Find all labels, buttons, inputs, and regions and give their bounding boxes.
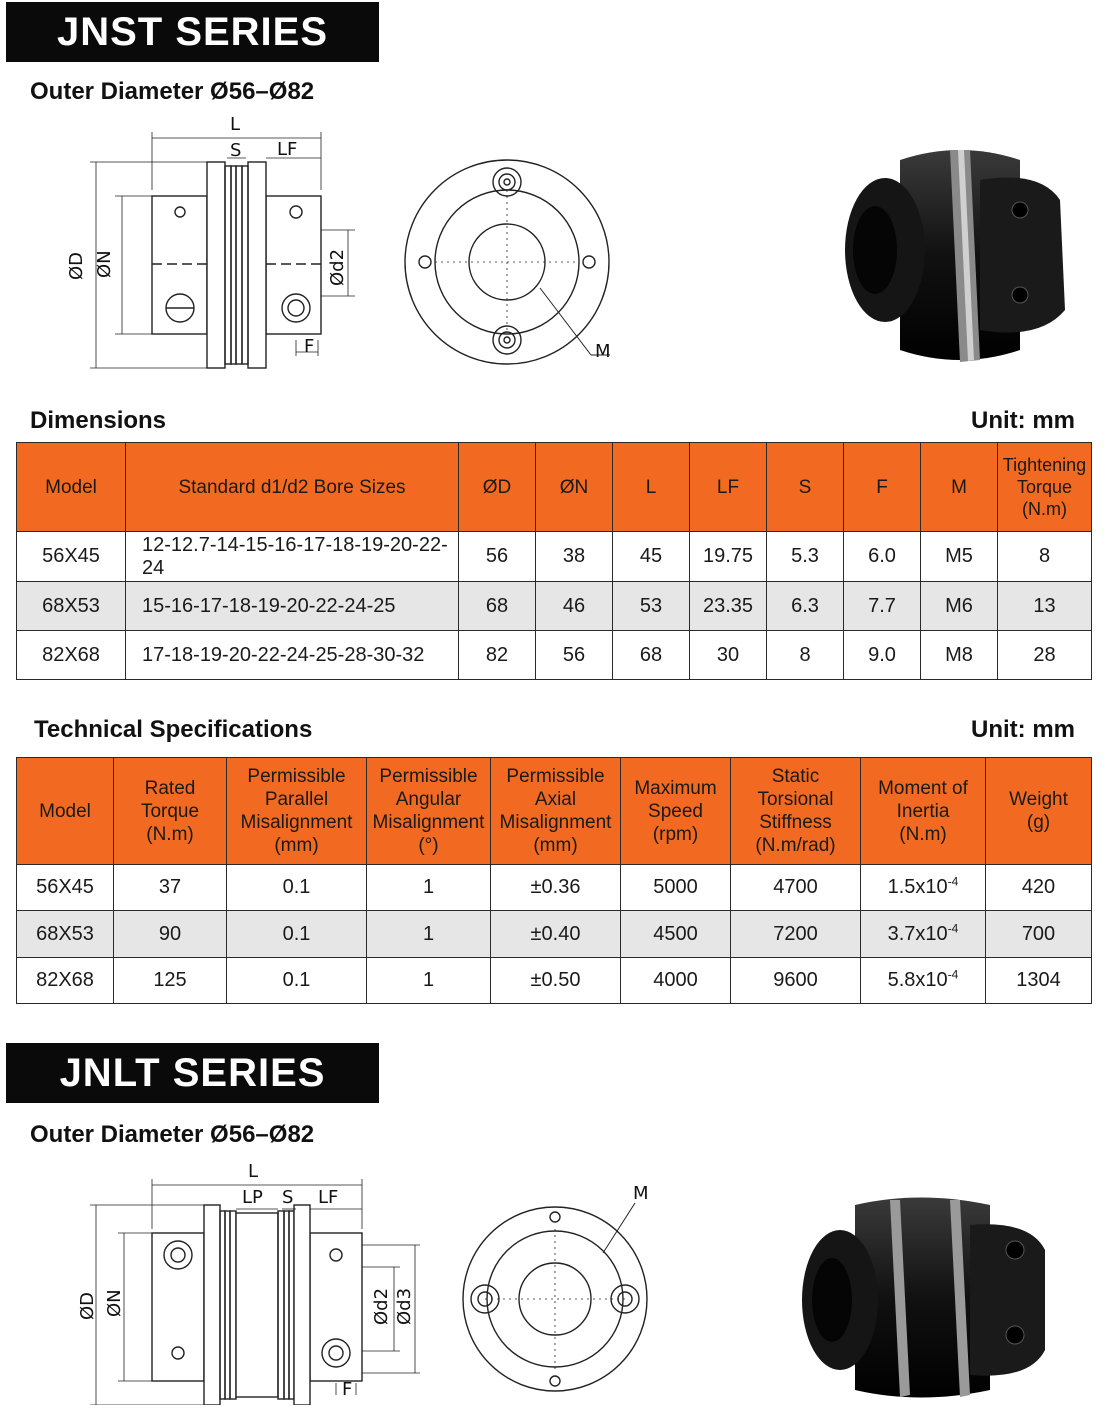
- header-line: Rated: [144, 777, 196, 799]
- header-torsional-stiffness: [731, 758, 861, 865]
- header-line: Permissible: [506, 766, 605, 787]
- header-line: (g): [1026, 812, 1051, 833]
- cell: 1: [367, 865, 491, 911]
- header-line: (N.m): [899, 823, 947, 845]
- dimensions-unit: Unit: mm: [971, 407, 1075, 434]
- header-line: Permissible: [247, 766, 346, 787]
- cell: 1: [367, 911, 491, 958]
- cell: M6: [921, 582, 998, 631]
- cell: 9.0: [844, 631, 921, 680]
- jnlt-label-d3: Ød3: [394, 1287, 415, 1325]
- jnst-series-banner: JNST SERIES: [6, 2, 379, 62]
- cell-inertia: [861, 865, 986, 911]
- cell-model: 56X45: [17, 532, 126, 582]
- header-line: (mm): [274, 835, 319, 856]
- jnst-coupling-photo: [830, 140, 1090, 380]
- jnst-label-LF: LF: [277, 139, 298, 160]
- jnst-end-view-drawing: [395, 150, 625, 380]
- jnst-side-view-drawing: [60, 110, 370, 370]
- jnlt-subtitle: Outer Diameter Ø56–Ø82: [30, 1121, 315, 1148]
- header-s: S: [767, 443, 844, 532]
- cell: 9600: [731, 958, 861, 1004]
- header-line: Speed: [648, 800, 703, 822]
- technical-title: Technical Specifications: [34, 716, 313, 743]
- cell: 8: [767, 631, 844, 680]
- cell: 68: [459, 582, 536, 631]
- inertia-base: 1.5x10: [887, 876, 948, 898]
- jnst-label-N: ØN: [94, 250, 115, 278]
- inertia-base: 5.8x10: [887, 969, 948, 991]
- cell: 4700: [731, 865, 861, 911]
- header-axial-misalignment: [491, 758, 621, 865]
- header-moment-of-inertia: [861, 758, 986, 865]
- jnlt-label-S: S: [282, 1187, 294, 1208]
- header-line: Misalignment: [372, 812, 485, 833]
- jnlt-label-LF: LF: [318, 1187, 339, 1208]
- cell: 1: [367, 958, 491, 1004]
- header-line: Inertia: [896, 800, 950, 822]
- header-bore-sizes: Standard d1/d2 Bore Sizes: [126, 443, 459, 532]
- cell: ±0.36: [491, 865, 621, 911]
- cell: 53: [613, 582, 690, 631]
- cell: 56: [459, 532, 536, 582]
- jnlt-label-M: M: [633, 1183, 649, 1204]
- header-line: Permissible: [379, 766, 478, 787]
- cell: 56: [536, 631, 613, 680]
- header-model: Model: [17, 443, 126, 532]
- cell: 30: [690, 631, 767, 680]
- dimensions-header-row: [17, 443, 1092, 532]
- table-row: [17, 532, 1092, 582]
- header-line: Stiffness: [759, 812, 832, 833]
- jnst-label-F: F: [304, 336, 315, 357]
- cell-model: 68X53: [17, 911, 114, 958]
- cell: 46: [536, 582, 613, 631]
- header-line: Maximum: [634, 777, 717, 799]
- cell: 1304: [986, 958, 1092, 1004]
- header-line: Misalignment: [499, 812, 612, 833]
- cell: ±0.40: [491, 911, 621, 958]
- jnlt-label-LP: LP: [242, 1187, 263, 1208]
- cell: 7.7: [844, 582, 921, 631]
- header-weight: [986, 758, 1092, 865]
- cell: 90: [114, 911, 227, 958]
- jnlt-series-banner: JNLT SERIES: [6, 1043, 379, 1103]
- jnlt-coupling-photo: [800, 1195, 1060, 1405]
- jnst-subtitle: Outer Diameter Ø56–Ø82: [30, 78, 315, 105]
- header-line: (°): [418, 835, 439, 856]
- header-maximum-speed: [621, 758, 731, 865]
- inertia-exponent: -4: [947, 920, 959, 935]
- cell: 700: [986, 911, 1092, 958]
- table-row: [17, 582, 1092, 631]
- header-line: Torque: [140, 800, 200, 822]
- jnlt-side-view-drawing: [60, 1155, 430, 1405]
- cell: 28: [998, 631, 1092, 680]
- header-line: Torque: [1016, 477, 1073, 497]
- header-line: (N.m): [1022, 499, 1067, 519]
- cell: 125: [114, 958, 227, 1004]
- header-rated-torque: [114, 758, 227, 865]
- jnlt-label-F: F: [342, 1379, 353, 1400]
- dimensions-table: [16, 442, 1092, 680]
- header-f: F: [844, 443, 921, 532]
- cell: 37: [114, 865, 227, 911]
- cell: 68: [613, 631, 690, 680]
- inertia-exponent: -4: [947, 874, 959, 889]
- header-line: Parallel: [264, 789, 329, 810]
- table-row: [17, 911, 1092, 958]
- cell-model: 68X53: [17, 582, 126, 631]
- header-l: L: [613, 443, 690, 532]
- cell: M8: [921, 631, 998, 680]
- cell: 0.1: [227, 958, 367, 1004]
- header-angular-misalignment: [367, 758, 491, 865]
- cell: 6.0: [844, 532, 921, 582]
- cell: 5000: [621, 865, 731, 911]
- cell-model: 82X68: [17, 631, 126, 680]
- cell: 19.75: [690, 532, 767, 582]
- cell: 45: [613, 532, 690, 582]
- cell: 6.3: [767, 582, 844, 631]
- technical-header-row: [17, 758, 1092, 865]
- technical-table: [16, 757, 1092, 1004]
- cell: 4000: [621, 958, 731, 1004]
- cell-bore: 17-18-19-20-22-24-25-28-30-32: [126, 631, 459, 680]
- header-line: Model: [39, 800, 91, 822]
- table-row: [17, 865, 1092, 911]
- cell: 0.1: [227, 911, 367, 958]
- cell-bore: 12-12.7-14-15-16-17-18-19-20-22-24: [126, 532, 459, 582]
- header-od: ØD: [459, 443, 536, 532]
- cell: 5.3: [767, 532, 844, 582]
- inertia-exponent: -4: [947, 967, 959, 982]
- cell: 13: [998, 582, 1092, 631]
- cell-model: 56X45: [17, 865, 114, 911]
- technical-unit: Unit: mm: [971, 716, 1075, 743]
- cell: 0.1: [227, 865, 367, 911]
- jnst-label-S: S: [230, 140, 242, 161]
- jnst-label-d2: Ød2: [327, 248, 348, 286]
- jnlt-end-view-drawing: [455, 1175, 675, 1410]
- jnst-label-M: M: [595, 341, 611, 362]
- header-model: [17, 758, 114, 865]
- header-line: Misalignment: [240, 812, 353, 833]
- jnst-label-L: L: [230, 114, 241, 135]
- dimensions-title: Dimensions: [30, 407, 167, 434]
- header-line: Static: [771, 766, 820, 787]
- cell: 82: [459, 631, 536, 680]
- table-row: [17, 631, 1092, 680]
- header-line: (N.m): [146, 823, 194, 845]
- inertia-base: 3.7x10: [887, 922, 948, 945]
- header-m: M: [921, 443, 998, 532]
- jnst-label-D: ØD: [66, 251, 87, 280]
- cell: 23.35: [690, 582, 767, 631]
- header-line: (rpm): [652, 823, 699, 845]
- cell-model: 82X68: [17, 958, 114, 1004]
- header-line: Torsional: [757, 789, 834, 810]
- table-row: [17, 958, 1092, 1004]
- header-parallel-misalignment: [227, 758, 367, 865]
- header-line: Angular: [395, 789, 462, 810]
- header-line: Weight: [1009, 789, 1068, 810]
- cell-inertia: [861, 911, 986, 958]
- cell: 7200: [731, 911, 861, 958]
- jnlt-label-L: L: [248, 1161, 259, 1182]
- jnlt-label-d2: Ød2: [371, 1287, 392, 1325]
- cell: 4500: [621, 911, 731, 958]
- header-tightening-torque: [998, 443, 1092, 532]
- header-lf: LF: [690, 443, 767, 532]
- cell: ±0.50: [491, 958, 621, 1004]
- header-line: (N.m/rad): [755, 835, 836, 856]
- cell: M5: [921, 532, 998, 582]
- jnlt-label-D: ØD: [77, 1291, 98, 1320]
- cell: 8: [998, 532, 1092, 582]
- header-line: (mm): [533, 835, 578, 856]
- cell: 38: [536, 532, 613, 582]
- header-line: Tightening: [1002, 455, 1087, 475]
- header-line: Axial: [534, 789, 577, 810]
- header-on: ØN: [536, 443, 613, 532]
- cell-bore: 15-16-17-18-19-20-22-24-25: [126, 582, 459, 631]
- header-line: Moment of: [878, 777, 968, 799]
- cell: 420: [986, 865, 1092, 911]
- cell-inertia: [861, 958, 986, 1004]
- jnlt-label-N: ØN: [104, 1289, 125, 1317]
